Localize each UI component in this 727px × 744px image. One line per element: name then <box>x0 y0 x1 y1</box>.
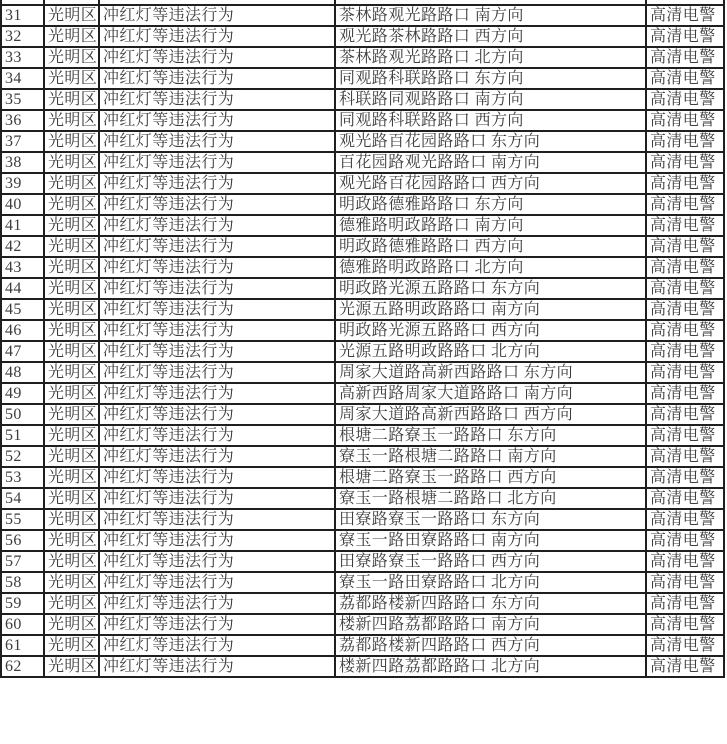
violation-cell: 冲红灯等违法行为 <box>99 572 335 593</box>
row-number-cell: 43 <box>1 257 44 278</box>
district-cell: 光明区 <box>44 530 99 551</box>
location-cell: 茶林路观光路路口 北方向 <box>335 47 646 68</box>
row-number-cell: 55 <box>1 509 44 530</box>
violation-cell: 冲红灯等违法行为 <box>99 467 335 488</box>
device-cell: 高清电警 <box>646 446 724 467</box>
violation-cell: 冲红灯等违法行为 <box>99 278 335 299</box>
violation-cell: 冲红灯等违法行为 <box>99 341 335 362</box>
violation-cell: 冲红灯等违法行为 <box>99 89 335 110</box>
district-cell: 光明区 <box>44 152 99 173</box>
location-cell: 光源五路明政路路口 北方向 <box>335 341 646 362</box>
row-number-cell: 49 <box>1 383 44 404</box>
district-cell: 光明区 <box>44 488 99 509</box>
device-cell: 高清电警 <box>646 173 724 194</box>
violation-cell: 冲红灯等违法行为 <box>99 635 335 656</box>
location-cell: 明政路德雅路路口 东方向 <box>335 194 646 215</box>
row-number-cell: 57 <box>1 551 44 572</box>
location-cell: 田寮路寮玉一路路口 东方向 <box>335 509 646 530</box>
location-cell: 寮玉一路根塘二路路口 南方向 <box>335 446 646 467</box>
row-number-cell: 60 <box>1 614 44 635</box>
district-cell: 光明区 <box>44 278 99 299</box>
device-cell: 高清电警 <box>646 110 724 131</box>
location-cell: 同观路科联路路口 西方向 <box>335 110 646 131</box>
district-cell: 光明区 <box>44 26 99 47</box>
device-cell: 高清电警 <box>646 299 724 320</box>
table-row <box>1 551 724 572</box>
device-cell: 高清电警 <box>646 89 724 110</box>
district-cell: 光明区 <box>44 656 99 677</box>
violation-cell: 冲红灯等违法行为 <box>99 509 335 530</box>
table-row <box>1 236 724 257</box>
device-cell: 高清电警 <box>646 236 724 257</box>
table-row <box>1 572 724 593</box>
violation-cell: 冲红灯等违法行为 <box>99 656 335 677</box>
violation-cell: 冲红灯等违法行为 <box>99 488 335 509</box>
table-body <box>1 0 724 677</box>
row-number-cell: 31 <box>1 5 44 26</box>
row-number-cell: 53 <box>1 467 44 488</box>
district-cell: 光明区 <box>44 47 99 68</box>
device-cell: 高清电警 <box>646 404 724 425</box>
table-row <box>1 341 724 362</box>
table-row <box>1 404 724 425</box>
device-cell: 高清电警 <box>646 194 724 215</box>
row-number-cell: 39 <box>1 173 44 194</box>
violation-cell: 冲红灯等违法行为 <box>99 425 335 446</box>
row-number-cell: 61 <box>1 635 44 656</box>
row-number-cell: 34 <box>1 68 44 89</box>
violation-cell: 冲红灯等违法行为 <box>99 68 335 89</box>
row-number-cell: 38 <box>1 152 44 173</box>
table-row <box>1 5 724 26</box>
row-number-cell: 50 <box>1 404 44 425</box>
table-row <box>1 110 724 131</box>
device-cell: 高清电警 <box>646 320 724 341</box>
location-cell: 荔都路楼新四路路口 西方向 <box>335 635 646 656</box>
table-row <box>1 320 724 341</box>
violation-cell: 冲红灯等违法行为 <box>99 194 335 215</box>
district-cell: 光明区 <box>44 173 99 194</box>
district-cell: 光明区 <box>44 404 99 425</box>
row-number-cell: 42 <box>1 236 44 257</box>
row-number-cell: 37 <box>1 131 44 152</box>
violation-cell: 冲红灯等违法行为 <box>99 383 335 404</box>
table-row <box>1 299 724 320</box>
location-cell: 根塘二路寮玉一路路口 西方向 <box>335 467 646 488</box>
row-number-cell: 56 <box>1 530 44 551</box>
location-cell: 茶林路观光路路口 南方向 <box>335 5 646 26</box>
location-cell: 德雅路明政路路口 南方向 <box>335 215 646 236</box>
district-cell: 光明区 <box>44 5 99 26</box>
violation-cell: 冲红灯等违法行为 <box>99 215 335 236</box>
table-row <box>1 47 724 68</box>
violation-cell: 冲红灯等违法行为 <box>99 26 335 47</box>
location-cell: 观光路茶林路路口 西方向 <box>335 26 646 47</box>
location-cell: 寮玉一路根塘二路路口 北方向 <box>335 488 646 509</box>
row-number-cell: 35 <box>1 89 44 110</box>
location-cell: 明政路光源五路路口 西方向 <box>335 320 646 341</box>
violation-cell: 冲红灯等违法行为 <box>99 404 335 425</box>
district-cell: 光明区 <box>44 341 99 362</box>
location-cell: 寮玉一路田寮路路口 北方向 <box>335 572 646 593</box>
table-row <box>1 530 724 551</box>
row-number-cell: 58 <box>1 572 44 593</box>
table-row <box>1 257 724 278</box>
row-number-cell: 52 <box>1 446 44 467</box>
violation-cell: 冲红灯等违法行为 <box>99 47 335 68</box>
device-cell: 高清电警 <box>646 257 724 278</box>
location-cell: 周家大道路高新西路路口 东方向 <box>335 362 646 383</box>
location-cell: 周家大道路高新西路路口 西方向 <box>335 404 646 425</box>
violation-cell: 冲红灯等违法行为 <box>99 299 335 320</box>
device-cell: 高清电警 <box>646 383 724 404</box>
row-number-cell: 48 <box>1 362 44 383</box>
district-cell: 光明区 <box>44 320 99 341</box>
district-cell: 光明区 <box>44 614 99 635</box>
device-cell: 高清电警 <box>646 488 724 509</box>
district-cell: 光明区 <box>44 467 99 488</box>
violation-cell: 冲红灯等违法行为 <box>99 593 335 614</box>
device-cell: 高清电警 <box>646 131 724 152</box>
row-number-cell: 40 <box>1 194 44 215</box>
device-cell: 高清电警 <box>646 152 724 173</box>
district-cell: 光明区 <box>44 215 99 236</box>
device-cell: 高清电警 <box>646 215 724 236</box>
table-row <box>1 467 724 488</box>
district-cell: 光明区 <box>44 425 99 446</box>
row-number-cell: 47 <box>1 341 44 362</box>
device-cell: 高清电警 <box>646 509 724 530</box>
table-row <box>1 131 724 152</box>
device-cell: 高清电警 <box>646 5 724 26</box>
table-row <box>1 89 724 110</box>
device-cell: 高清电警 <box>646 467 724 488</box>
district-cell: 光明区 <box>44 446 99 467</box>
table-row <box>1 173 724 194</box>
device-cell: 高清电警 <box>646 26 724 47</box>
device-cell: 高清电警 <box>646 635 724 656</box>
table-row <box>1 635 724 656</box>
district-cell: 光明区 <box>44 551 99 572</box>
row-number-cell: 62 <box>1 656 44 677</box>
table-row <box>1 362 724 383</box>
row-number-cell: 44 <box>1 278 44 299</box>
violation-cell: 冲红灯等违法行为 <box>99 614 335 635</box>
device-cell: 高清电警 <box>646 362 724 383</box>
district-cell: 光明区 <box>44 68 99 89</box>
location-cell: 光源五路明政路路口 南方向 <box>335 299 646 320</box>
location-cell: 观光路百花园路路口 西方向 <box>335 173 646 194</box>
violation-cell: 冲红灯等违法行为 <box>99 131 335 152</box>
table-row <box>1 593 724 614</box>
device-cell: 高清电警 <box>646 572 724 593</box>
district-cell: 光明区 <box>44 299 99 320</box>
district-cell: 光明区 <box>44 383 99 404</box>
violation-cell: 冲红灯等违法行为 <box>99 530 335 551</box>
row-number-cell: 41 <box>1 215 44 236</box>
violation-cell: 冲红灯等违法行为 <box>99 362 335 383</box>
location-cell: 田寮路寮玉一路路口 西方向 <box>335 551 646 572</box>
row-number-cell: 59 <box>1 593 44 614</box>
district-cell: 光明区 <box>44 194 99 215</box>
table-row <box>1 488 724 509</box>
district-cell: 光明区 <box>44 509 99 530</box>
table-row <box>1 425 724 446</box>
device-cell: 高清电警 <box>646 593 724 614</box>
table-row <box>1 383 724 404</box>
table-row <box>1 278 724 299</box>
violation-cell: 冲红灯等违法行为 <box>99 110 335 131</box>
device-cell: 高清电警 <box>646 551 724 572</box>
violation-cell: 冲红灯等违法行为 <box>99 5 335 26</box>
row-number-cell: 54 <box>1 488 44 509</box>
location-cell: 科联路同观路路口 南方向 <box>335 89 646 110</box>
device-cell: 高清电警 <box>646 47 724 68</box>
location-cell: 楼新四路荔都路路口 南方向 <box>335 614 646 635</box>
row-number-cell: 36 <box>1 110 44 131</box>
district-cell: 光明区 <box>44 572 99 593</box>
district-cell: 光明区 <box>44 593 99 614</box>
table-row <box>1 614 724 635</box>
device-cell: 高清电警 <box>646 530 724 551</box>
row-number-cell: 32 <box>1 26 44 47</box>
location-cell: 高新西路周家大道路路口 南方向 <box>335 383 646 404</box>
table-row <box>1 656 724 677</box>
device-cell: 高清电警 <box>646 425 724 446</box>
table-row <box>1 26 724 47</box>
table-row <box>1 68 724 89</box>
row-number-cell: 46 <box>1 320 44 341</box>
device-cell: 高清电警 <box>646 614 724 635</box>
district-cell: 光明区 <box>44 236 99 257</box>
row-number-cell: 45 <box>1 299 44 320</box>
location-cell: 明政路德雅路路口 西方向 <box>335 236 646 257</box>
location-cell: 荔都路楼新四路路口 东方向 <box>335 593 646 614</box>
location-cell: 百花园路观光路路口 南方向 <box>335 152 646 173</box>
violation-cell: 冲红灯等违法行为 <box>99 446 335 467</box>
location-cell: 德雅路明政路路口 北方向 <box>335 257 646 278</box>
table-row <box>1 194 724 215</box>
location-cell: 同观路科联路路口 东方向 <box>335 68 646 89</box>
location-cell: 寮玉一路田寮路路口 南方向 <box>335 530 646 551</box>
table-row <box>1 152 724 173</box>
violation-cell: 冲红灯等违法行为 <box>99 320 335 341</box>
device-cell: 高清电警 <box>646 341 724 362</box>
district-cell: 光明区 <box>44 257 99 278</box>
table-row <box>1 446 724 467</box>
violation-cell: 冲红灯等违法行为 <box>99 152 335 173</box>
device-cell: 高清电警 <box>646 68 724 89</box>
location-cell: 观光路百花园路路口 东方向 <box>335 131 646 152</box>
violation-cell: 冲红灯等违法行为 <box>99 257 335 278</box>
district-cell: 光明区 <box>44 635 99 656</box>
location-cell: 楼新四路荔都路路口 北方向 <box>335 656 646 677</box>
location-cell: 明政路光源五路路口 东方向 <box>335 278 646 299</box>
table-row <box>1 215 724 236</box>
violation-cell: 冲红灯等违法行为 <box>99 173 335 194</box>
table-row <box>1 509 724 530</box>
district-cell: 光明区 <box>44 110 99 131</box>
row-number-cell: 51 <box>1 425 44 446</box>
violation-cell: 冲红灯等违法行为 <box>99 551 335 572</box>
device-cell: 高清电警 <box>646 656 724 677</box>
row-number-cell: 33 <box>1 47 44 68</box>
violation-cell: 冲红灯等违法行为 <box>99 236 335 257</box>
district-cell: 光明区 <box>44 89 99 110</box>
location-cell: 根塘二路寮玉一路路口 东方向 <box>335 425 646 446</box>
device-cell: 高清电警 <box>646 278 724 299</box>
district-cell: 光明区 <box>44 131 99 152</box>
district-cell: 光明区 <box>44 362 99 383</box>
